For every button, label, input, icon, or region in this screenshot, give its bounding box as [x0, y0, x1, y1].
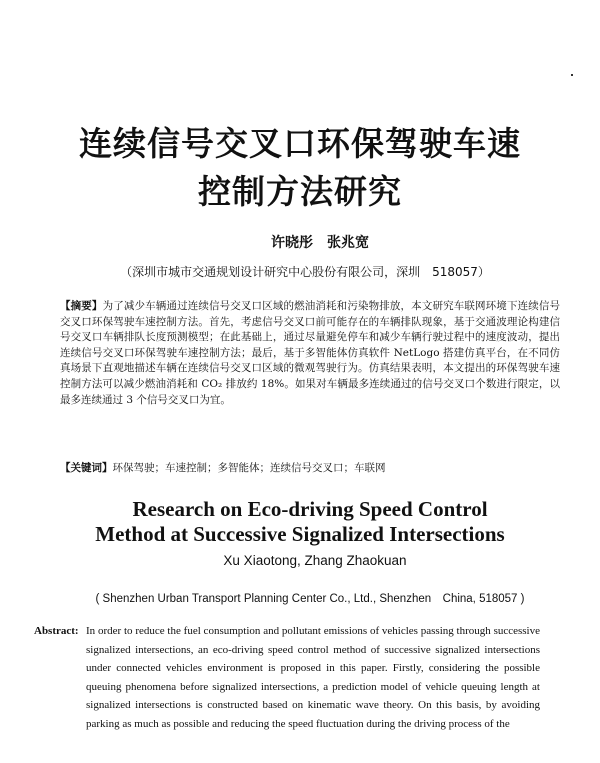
english-title-line-2: Method at Successive Signalized Intersections [95, 522, 505, 546]
margin-mark [571, 74, 573, 76]
english-title-line-1: Research on Eco-driving Speed Control [132, 497, 488, 521]
chinese-keywords [60, 460, 560, 475]
chinese-affiliation: （深圳市城市交通规划设计研究中心股份有限公司，深圳 518057） [120, 265, 490, 279]
english-abstract [34, 622, 540, 734]
chinese-keywords-label: 【关键词】 [60, 462, 113, 474]
english-abstract-label: Abstract: [34, 625, 79, 637]
chinese-authors: 许晓彤 张兆宽 [271, 235, 369, 251]
chinese-abstract-text: 为了减少车辆通过连续信号交叉口区域的燃油消耗和污染物排放，本文研究车联网环境下连续信号交叉口环保驾驶车速控制方法。首先，考虑信号交叉口前可能存在的车辆排队现象，基于交通波理论构建信号交叉口车辆排队长度预测模型；在此基础上，通过尽量避免停车和减少车辆行驶过程中的速度波动，提出连续信号交叉口环保驾驶车速控制方法；最后，基于多智能体仿真软件 NetLogo 搭建仿真平台，在不同仿真场景下直观地描述车辆在连续信号交叉口区域的微观驾驶行为。仿真结果表明，本文提出的环保驾驶车速控制方法可以减少燃油消耗和 CO₂ 排放约 18%。如果对车辆最多连续通过的信号交叉口个数进行限定，以最多连续通过 3 个信号交叉口为宜。 [60, 300, 561, 406]
chinese-title-line-1: 连续信号交叉口环保驾驶车速 [79, 124, 521, 163]
english-authors: Xu Xiaotong, Zhang Zhaokuan [223, 553, 407, 568]
chinese-abstract [60, 299, 560, 408]
chinese-abstract-label: 【摘要】 [60, 300, 103, 312]
chinese-title-line-2: 控制方法研究 [198, 172, 402, 211]
english-abstract-text: In order to reduce the fuel consumption and pollutant emissions of vehicles passing through successive signalized intersections, an eco-driving speed control method of successive signalized intersections under connected vehicles environment is proposed in this paper. Firstly, considering the possible queuing phenomena before signalized intersections, a prediction model of vehicle queuing length at signalized intersections is constructed based on kinematic wave theory. On this basis, by avoiding parking as much as possible and reducing the speed fluctuation during the driving process of the [86, 625, 540, 730]
chinese-keywords-text: 环保驾驶；车速控制；多智能体；连续信号交叉口；车联网 [112, 462, 386, 474]
english-affiliation: ( Shenzhen Urban Transport Planning Center Co., Ltd., Shenzhen China, 518057 ) [95, 593, 525, 605]
